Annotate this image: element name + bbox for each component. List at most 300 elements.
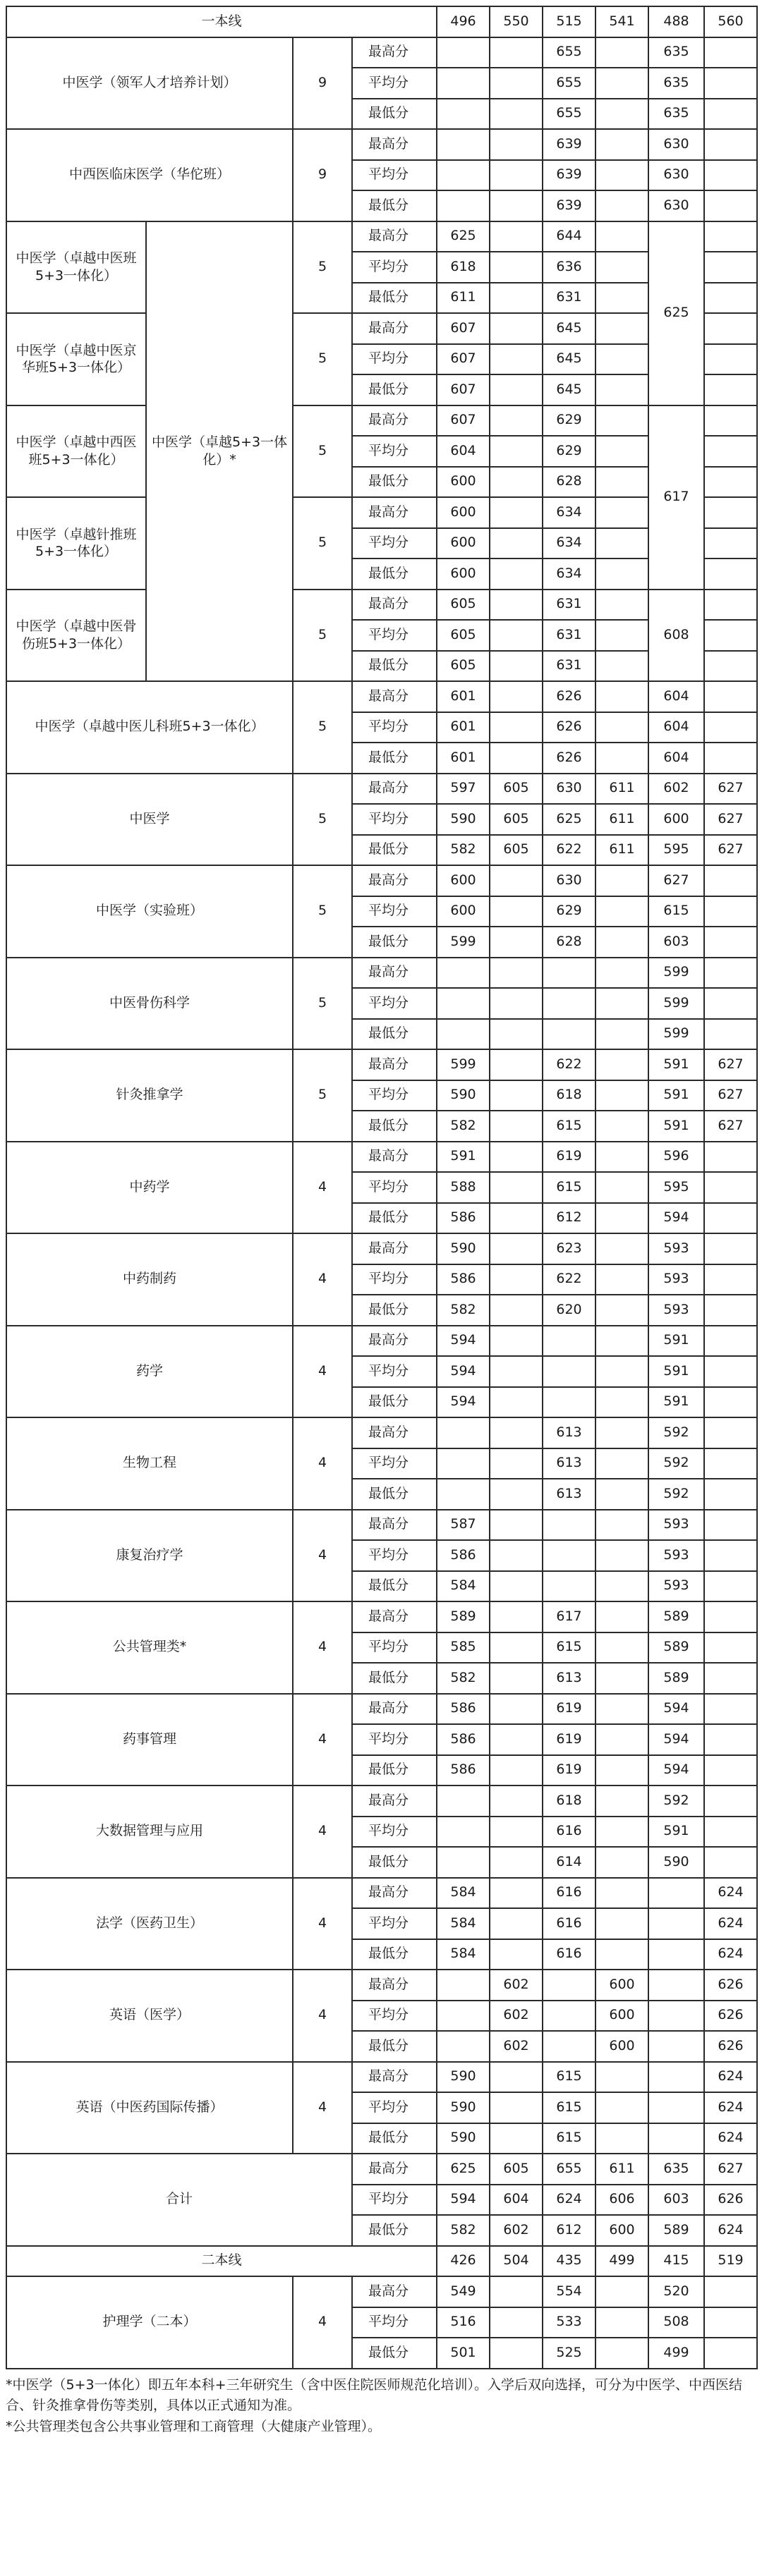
- score-cell: [490, 99, 543, 130]
- score-cell: [490, 590, 543, 621]
- score-cell: [648, 2031, 704, 2062]
- score-cell: [437, 2031, 490, 2062]
- score-cell: 594: [437, 2185, 490, 2216]
- score-cell: [437, 2001, 490, 2032]
- score-cell: 600: [648, 804, 704, 835]
- first-line-row: [6, 6, 757, 37]
- score-cell: 593: [648, 1571, 704, 1602]
- score-cell: 624: [704, 2092, 757, 2123]
- table-row: [6, 129, 757, 160]
- row-type: 最高分: [352, 1142, 437, 1173]
- score-cell: 605: [437, 590, 490, 621]
- score-cell: 586: [437, 1264, 490, 1295]
- years-cell: 5: [293, 1049, 352, 1142]
- row-type: 平均分: [352, 804, 437, 835]
- score-cell: 591: [648, 1049, 704, 1080]
- score-cell: [490, 1755, 543, 1786]
- score-cell: [543, 1540, 595, 1571]
- score-cell: [595, 344, 648, 375]
- score-cell: [490, 1326, 543, 1357]
- score-cell: [595, 497, 648, 528]
- score-cell: 599: [648, 1019, 704, 1050]
- score-cell: [437, 190, 490, 221]
- score-cell: [490, 1632, 543, 1664]
- score-cell: 613: [543, 1417, 595, 1448]
- table-row: [6, 1233, 757, 1264]
- score-cell: 645: [543, 313, 595, 344]
- table-row: [6, 313, 757, 344]
- score-cell: [704, 252, 757, 283]
- score-cell: 622: [543, 1049, 595, 1080]
- table-row: [6, 1049, 757, 1080]
- score-cell: [490, 1264, 543, 1295]
- score-cell: [595, 1387, 648, 1418]
- score-cell: 586: [437, 1694, 490, 1725]
- score-cell: [543, 1387, 595, 1418]
- row-type: 最低分: [352, 2031, 437, 2062]
- years-cell: 5: [293, 497, 352, 590]
- score-cell: [704, 1019, 757, 1050]
- score-cell: [704, 190, 757, 221]
- score-cell: [595, 313, 648, 344]
- score-cell: 634: [543, 528, 595, 559]
- score-cell: 586: [437, 1755, 490, 1786]
- score-cell: 600: [595, 2031, 648, 2062]
- score-cell: [490, 436, 543, 467]
- score-cell: [704, 283, 757, 314]
- score-cell: [490, 1479, 543, 1510]
- score-cell: 599: [648, 988, 704, 1019]
- years-cell: 4: [293, 1694, 352, 1786]
- score-cell: [704, 1601, 757, 1632]
- score-cell: [437, 1448, 490, 1479]
- score-cell: [490, 1601, 543, 1632]
- score-cell: 645: [543, 344, 595, 375]
- score-cell: 626: [543, 712, 595, 743]
- score-cell: [704, 651, 757, 682]
- score-cell: [595, 1724, 648, 1755]
- score-cell: 635: [648, 68, 704, 99]
- row-type: 平均分: [352, 1908, 437, 1939]
- score-cell: [490, 528, 543, 559]
- score-cell: [704, 99, 757, 130]
- score-cell: 584: [437, 1878, 490, 1909]
- years-cell: 4: [293, 1510, 352, 1602]
- row-type: 平均分: [352, 1724, 437, 1755]
- merged-score-cell: 608: [648, 590, 704, 682]
- score-cell: [595, 1601, 648, 1632]
- years-cell: 5: [293, 221, 352, 314]
- score-cell: [595, 129, 648, 160]
- score-cell: [437, 160, 490, 191]
- score-cell: 585: [437, 1632, 490, 1664]
- score-cell: [543, 1571, 595, 1602]
- score-cell: 584: [437, 1939, 490, 1970]
- score-cell: 611: [595, 774, 648, 805]
- score-cell: 415: [648, 2246, 704, 2277]
- score-cell: 630: [648, 160, 704, 191]
- table-row: [6, 865, 757, 896]
- row-type: 最高分: [352, 221, 437, 252]
- major-name: 中医学（卓越中医班5+3一体化）: [6, 221, 146, 314]
- score-cell: 607: [437, 344, 490, 375]
- score-cell: 616: [543, 1908, 595, 1939]
- row-type: 平均分: [352, 1356, 437, 1387]
- score-cell: 496: [437, 6, 490, 37]
- years-cell: 4: [293, 1878, 352, 1970]
- score-cell: 604: [648, 743, 704, 774]
- score-cell: 616: [543, 1817, 595, 1848]
- score-cell: 596: [648, 1142, 704, 1173]
- score-cell: [704, 1694, 757, 1725]
- score-cell: [704, 528, 757, 559]
- major-name: 英语（中医药国际传播）: [6, 2062, 293, 2154]
- score-cell: 612: [543, 2215, 595, 2246]
- score-cell: 622: [543, 835, 595, 866]
- row-type: 平均分: [352, 2185, 437, 2216]
- score-cell: [704, 1724, 757, 1755]
- score-cell: [704, 436, 757, 467]
- score-cell: [490, 1878, 543, 1909]
- score-cell: [490, 2276, 543, 2307]
- score-cell: 604: [648, 681, 704, 712]
- table-row: [6, 1694, 757, 1725]
- score-cell: 639: [543, 160, 595, 191]
- table-row: [6, 1326, 757, 1357]
- score-cell: [648, 2062, 704, 2093]
- score-cell: 605: [490, 835, 543, 866]
- score-cell: [704, 313, 757, 344]
- score-cell: [490, 68, 543, 99]
- table-row: [6, 221, 757, 252]
- score-cell: 582: [437, 1663, 490, 1694]
- years-cell: 4: [293, 1326, 352, 1418]
- score-cell: 605: [437, 651, 490, 682]
- score-cell: [704, 497, 757, 528]
- years-cell: 5: [293, 865, 352, 958]
- score-cell: [595, 2123, 648, 2154]
- score-cell: [595, 528, 648, 559]
- score-cell: 591: [648, 1326, 704, 1357]
- score-cell: 508: [648, 2307, 704, 2338]
- score-cell: [595, 620, 648, 651]
- table-row: [6, 1878, 757, 1909]
- score-cell: 499: [648, 2338, 704, 2369]
- score-cell: [704, 1326, 757, 1357]
- score-cell: 628: [543, 467, 595, 498]
- row-type: 平均分: [352, 1080, 437, 1111]
- score-cell: [595, 1510, 648, 1541]
- score-cell: 618: [437, 252, 490, 283]
- row-type: 平均分: [352, 252, 437, 283]
- score-cell: 520: [648, 2276, 704, 2307]
- score-cell: 593: [648, 1264, 704, 1295]
- score-cell: 600: [437, 865, 490, 896]
- score-cell: 630: [648, 129, 704, 160]
- table-row: [6, 1786, 757, 1817]
- row-type: 平均分: [352, 528, 437, 559]
- score-cell: 595: [648, 835, 704, 866]
- score-cell: [490, 2123, 543, 2154]
- score-cell: [543, 1019, 595, 1050]
- major-name: 中医学（实验班）: [6, 865, 293, 958]
- score-cell: [704, 1387, 757, 1418]
- score-cell: [704, 743, 757, 774]
- score-cell: 634: [543, 497, 595, 528]
- row-type: 最低分: [352, 743, 437, 774]
- score-cell: 602: [490, 2215, 543, 2246]
- score-cell: 626: [543, 681, 595, 712]
- score-cell: 593: [648, 1233, 704, 1264]
- table-row: [6, 2062, 757, 2093]
- score-cell: 605: [437, 620, 490, 651]
- row-type: 最高分: [352, 1049, 437, 1080]
- score-cell: [543, 2031, 595, 2062]
- score-cell: [595, 988, 648, 1019]
- score-cell: 626: [704, 2031, 757, 2062]
- score-cell: [704, 712, 757, 743]
- row-type: 最高分: [352, 865, 437, 896]
- score-cell: [704, 1571, 757, 1602]
- score-cell: 619: [543, 1142, 595, 1173]
- score-cell: [437, 1417, 490, 1448]
- score-cell: 599: [648, 958, 704, 989]
- score-cell: [490, 1663, 543, 1694]
- score-cell: 635: [648, 99, 704, 130]
- score-cell: [595, 1694, 648, 1725]
- score-cell: 615: [543, 2062, 595, 2093]
- score-cell: 615: [648, 896, 704, 927]
- score-cell: 586: [437, 1724, 490, 1755]
- score-cell: 618: [543, 1786, 595, 1817]
- score-table-body: [6, 6, 757, 2369]
- score-cell: [437, 1786, 490, 1817]
- score-cell: 600: [437, 896, 490, 927]
- score-cell: [437, 129, 490, 160]
- score-cell: [704, 1417, 757, 1448]
- score-cell: 655: [543, 68, 595, 99]
- score-cell: 594: [648, 1755, 704, 1786]
- score-cell: 630: [543, 865, 595, 896]
- score-cell: [490, 37, 543, 68]
- score-cell: 615: [543, 1632, 595, 1664]
- score-cell: [490, 958, 543, 989]
- major-name: 英语（医学）: [6, 1970, 293, 2062]
- score-cell: [437, 1970, 490, 2001]
- score-cell: [704, 1847, 757, 1878]
- score-cell: [704, 1663, 757, 1694]
- score-cell: 606: [595, 2185, 648, 2216]
- score-cell: 590: [437, 1080, 490, 1111]
- score-cell: [490, 558, 543, 590]
- row-type: 最高分: [352, 2154, 437, 2185]
- score-cell: 533: [543, 2307, 595, 2338]
- row-type: 最低分: [352, 558, 437, 590]
- score-cell: 624: [704, 1908, 757, 1939]
- score-cell: 588: [437, 1172, 490, 1203]
- score-cell: 627: [704, 1111, 757, 1142]
- score-cell: 607: [437, 313, 490, 344]
- score-cell: [490, 1172, 543, 1203]
- score-cell: [595, 590, 648, 621]
- score-cell: [595, 467, 648, 498]
- score-cell: 644: [543, 221, 595, 252]
- score-cell: 600: [437, 528, 490, 559]
- score-cell: 591: [648, 1817, 704, 1848]
- score-cell: [543, 1356, 595, 1387]
- score-cell: [595, 651, 648, 682]
- years-cell: 5: [293, 958, 352, 1050]
- score-cell: 593: [648, 1295, 704, 1326]
- score-cell: 599: [437, 927, 490, 958]
- score-cell: [490, 1019, 543, 1050]
- score-cell: [490, 2092, 543, 2123]
- score-cell: 516: [437, 2307, 490, 2338]
- score-cell: 619: [543, 1694, 595, 1725]
- score-cell: 601: [437, 743, 490, 774]
- years-cell: 5: [293, 313, 352, 405]
- row-type: 最低分: [352, 1019, 437, 1050]
- score-cell: 603: [648, 927, 704, 958]
- row-type: 平均分: [352, 68, 437, 99]
- score-cell: [490, 1203, 543, 1234]
- score-cell: 590: [648, 1847, 704, 1878]
- score-cell: 631: [543, 651, 595, 682]
- score-cell: [595, 1939, 648, 1970]
- score-cell: 626: [704, 2001, 757, 2032]
- table-row: [6, 774, 757, 805]
- score-cell: [595, 1049, 648, 1080]
- score-cell: 627: [704, 2154, 757, 2185]
- row-type: 最低分: [352, 2215, 437, 2246]
- second-line-row: [6, 2246, 757, 2277]
- row-type: 最低分: [352, 467, 437, 498]
- row-type: 最低分: [352, 99, 437, 130]
- score-cell: [704, 1479, 757, 1510]
- row-type: 平均分: [352, 344, 437, 375]
- score-cell: [595, 1264, 648, 1295]
- score-cell: [490, 221, 543, 252]
- score-cell: [704, 374, 757, 405]
- score-cell: [595, 1295, 648, 1326]
- score-cell: 435: [543, 2246, 595, 2277]
- row-type: 最低分: [352, 283, 437, 314]
- score-cell: [595, 1632, 648, 1664]
- score-cell: [648, 1939, 704, 1970]
- score-cell: 594: [648, 1724, 704, 1755]
- score-cell: 627: [704, 804, 757, 835]
- score-cell: 597: [437, 774, 490, 805]
- score-cell: 616: [543, 1939, 595, 1970]
- score-cell: 615: [543, 1111, 595, 1142]
- score-cell: [490, 712, 543, 743]
- score-cell: [595, 1817, 648, 1848]
- score-cell: [543, 1326, 595, 1357]
- major-name: 中医学（领军人才培养计划）: [6, 37, 293, 130]
- score-cell: 624: [704, 1878, 757, 1909]
- score-cell: 604: [490, 2185, 543, 2216]
- score-cell: 589: [648, 1632, 704, 1664]
- major-name: 生物工程: [6, 1417, 293, 1510]
- score-cell: [704, 1786, 757, 1817]
- score-cell: [490, 651, 543, 682]
- score-cell: 611: [437, 283, 490, 314]
- score-cell: 582: [437, 835, 490, 866]
- score-cell: [490, 1295, 543, 1326]
- score-cell: [595, 283, 648, 314]
- score-cell: 591: [648, 1111, 704, 1142]
- score-cell: [704, 37, 757, 68]
- row-type: 平均分: [352, 712, 437, 743]
- score-cell: 560: [704, 6, 757, 37]
- score-cell: [490, 1387, 543, 1418]
- score-cell: [490, 1448, 543, 1479]
- score-cell: 626: [704, 1970, 757, 2001]
- row-type: 平均分: [352, 1632, 437, 1664]
- score-cell: [490, 190, 543, 221]
- row-type: 最高分: [352, 1878, 437, 1909]
- score-cell: 550: [490, 6, 543, 37]
- row-type: 最高分: [352, 2276, 437, 2307]
- row-type: 平均分: [352, 896, 437, 927]
- row-type: 最低分: [352, 1939, 437, 1970]
- score-cell: 604: [648, 712, 704, 743]
- score-cell: 591: [648, 1387, 704, 1418]
- score-cell: 582: [437, 1111, 490, 1142]
- score-cell: [704, 405, 757, 437]
- score-cell: [595, 1019, 648, 1050]
- row-type: 最高分: [352, 590, 437, 621]
- admission-score-table: [6, 6, 758, 2369]
- score-cell: 586: [437, 1540, 490, 1571]
- table-row: [6, 1510, 757, 1541]
- score-cell: [595, 958, 648, 989]
- score-cell: 636: [543, 252, 595, 283]
- score-cell: 554: [543, 2276, 595, 2307]
- score-cell: [490, 927, 543, 958]
- score-cell: 624: [704, 2215, 757, 2246]
- score-cell: 594: [648, 1694, 704, 1725]
- score-cell: [490, 1939, 543, 1970]
- score-cell: 541: [595, 6, 648, 37]
- score-cell: 589: [437, 1601, 490, 1632]
- score-cell: [595, 1417, 648, 1448]
- row-type: 最低分: [352, 1847, 437, 1878]
- major-name: 大数据管理与应用: [6, 1786, 293, 1878]
- footnote-5plus3: *中医学（5+3一体化）即五年本科+三年研究生（含中医住院医师规范化培训）。入学后双向选择，可分为中医学、中西医结合、针灸推拿骨伤等类别，具体以正式通知为准。: [6, 2377, 743, 2414]
- score-cell: 591: [437, 1142, 490, 1173]
- score-cell: [490, 988, 543, 1019]
- major-name: 中医学（卓越中医京华班5+3一体化）: [6, 313, 146, 405]
- row-type: 最高分: [352, 774, 437, 805]
- score-cell: [490, 1080, 543, 1111]
- score-cell: [437, 1019, 490, 1050]
- years-cell: 4: [293, 1601, 352, 1694]
- score-cell: 605: [490, 2154, 543, 2185]
- row-type: 最高分: [352, 681, 437, 712]
- score-cell: [490, 1571, 543, 1602]
- score-cell: [595, 1172, 648, 1203]
- score-cell: [490, 1142, 543, 1173]
- score-cell: 611: [595, 835, 648, 866]
- score-cell: [595, 1663, 648, 1694]
- major-name: 中医学（卓越针推班5+3一体化）: [6, 497, 146, 590]
- total-label: 合计: [6, 2154, 352, 2246]
- score-cell: [490, 344, 543, 375]
- score-cell: [490, 896, 543, 927]
- years-cell: 4: [293, 1233, 352, 1326]
- score-cell: [595, 681, 648, 712]
